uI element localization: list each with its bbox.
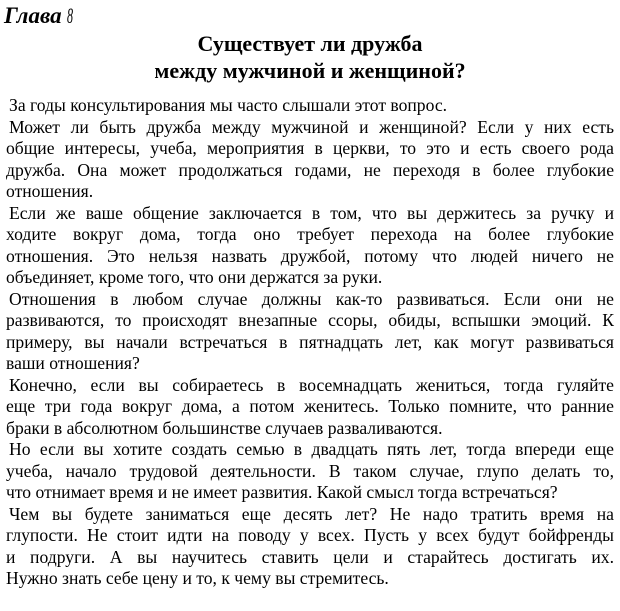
paragraph-line: дружба. Она может продолжаться годами, не переходя в более глубокие <box>6 159 614 180</box>
paragraph-line: браки в абсолютном большинстве случаев разваливаются. <box>6 417 443 438</box>
paragraph-line: примеру, вы начали встречаться в пятнадцать лет, как могут развиваться <box>6 331 614 352</box>
body-text <box>6 95 614 590</box>
paragraph-line: глупости. Не стоит идти на поводу у всех. Пусть у всех будут бойфренды <box>6 525 614 545</box>
title-line-2: между мужчиной и женщиной? <box>154 58 466 83</box>
paragraph <box>6 504 614 590</box>
paragraph-line: что отнимает время и не имеет развития. Какой смысл тогда встречаться? <box>6 482 558 502</box>
paragraph-line: отношения. <box>6 181 94 201</box>
paragraph-line: объединяет, кроме того, что они держатся за руки. <box>6 267 383 287</box>
paragraph-line: еще три года вокруг дома, а потом женитесь. Только помните, что ранние <box>6 396 614 416</box>
paragraph-line: Конечно, если вы собираетесь в восемнадцать жениться, тогда гуляйте <box>9 374 614 395</box>
paragraph-line: общие интересы, учеба, мероприятия в церкви, то это и есть своего рода <box>6 138 614 158</box>
paragraph <box>6 439 614 504</box>
chapter-heading <box>4 2 78 30</box>
chapter-number: 8 <box>66 3 73 28</box>
paragraph-line: За годы консультирования мы часто слышали этот вопрос. <box>9 95 448 115</box>
paragraph-line: учеба, начало трудовой деятельности. В таком случае, глупо делать то, <box>6 460 614 481</box>
paragraph-line: Чем вы будете заниматься еще десять лет? Не надо тратить время на <box>9 503 614 524</box>
paragraph <box>6 289 614 375</box>
paragraph-line: и подруги. А вы научитесь ставить цели и старайтесь достигать их. <box>6 546 614 567</box>
paragraph-line: Нужно знать себе цену и то, к чему вы стремитесь. <box>6 568 389 588</box>
paragraph <box>6 203 614 289</box>
paragraph <box>6 95 614 117</box>
paragraph <box>6 117 614 203</box>
title-line-1: Существует ли дружба <box>197 31 423 56</box>
paragraph-line: Если же ваше общение заключается в том, что вы держитесь за ручку и <box>9 202 614 223</box>
paragraph-line: Отношения в любом случае должны как-то развиваться. Если они не <box>9 288 614 309</box>
paragraph-line: развиваются, то происходят внезапные ссоры, обиды, вспышки эмоций. К <box>6 310 614 330</box>
paragraph-line: Но если вы хотите создать семью в двадцать пять лет, тогда впереди еще <box>9 439 614 459</box>
paragraph-line: ваши отношения? <box>6 353 140 373</box>
paragraph-line: ходите вокруг дома, тогда оно требует перехода на более глубокие <box>6 224 614 244</box>
page-title <box>0 30 620 84</box>
chapter-word: Глава <box>4 3 62 28</box>
paragraph-line: Может ли быть дружба между мужчиной и женщиной? Если у них есть <box>9 116 614 137</box>
paragraph-line: отношения. Это нельзя назвать дружбой, потому что людей ничего не <box>6 245 614 266</box>
paragraph <box>6 375 614 440</box>
